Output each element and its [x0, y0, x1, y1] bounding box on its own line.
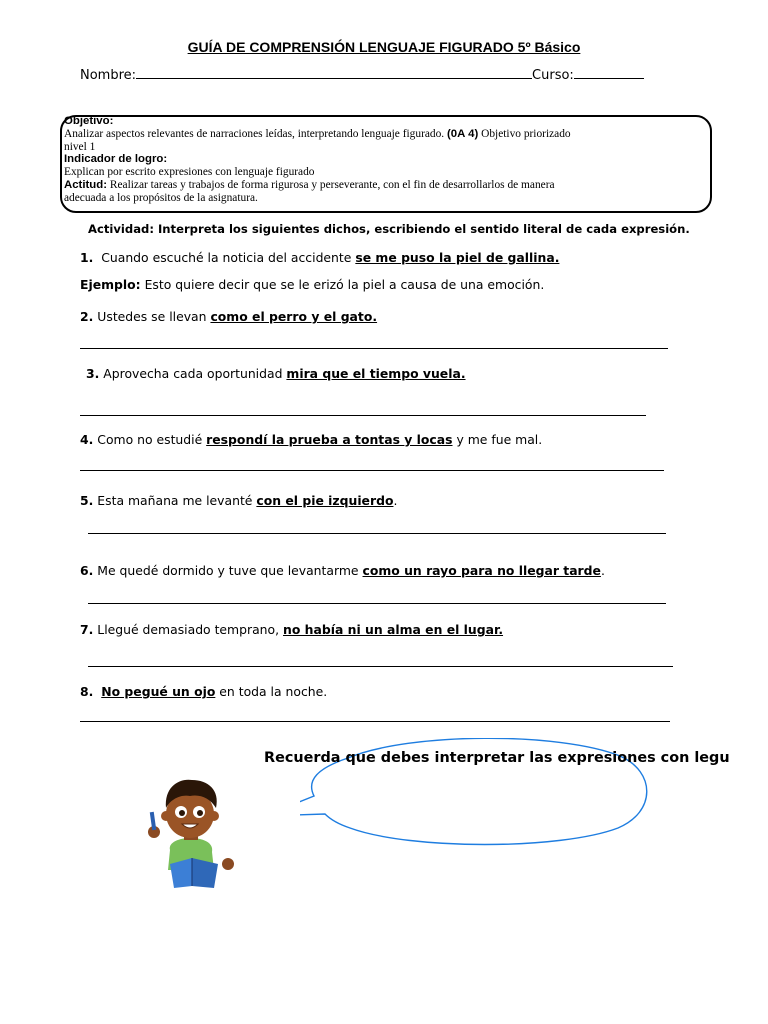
question-text-end: . — [600, 563, 605, 578]
objetivo-label: Objetivo: — [64, 115, 114, 127]
question-text-end: y me fue mal. — [456, 432, 543, 447]
curso-label: Curso: — [532, 68, 574, 83]
question-number: 1. — [80, 250, 94, 265]
question-number: 7. — [80, 622, 94, 637]
question-text: Me quedé dormido y tuve que levantarme — [97, 563, 359, 578]
activity-instruction: Actividad: Interpreta los siguientes dichos, escribiendo el sentido literal de cada expresión. — [88, 222, 690, 236]
objetivo-text: Analizar aspectos relevantes de narraciones leídas, interpretando lenguaje figurado. — [64, 127, 445, 140]
objetivo-code: (0A 4) — [447, 127, 479, 140]
example-row — [80, 277, 544, 292]
question-4 — [80, 432, 542, 447]
question-number: 5. — [80, 493, 94, 508]
question-number: 3. — [86, 366, 100, 381]
nombre-field[interactable] — [136, 66, 532, 79]
question-5 — [80, 493, 397, 508]
question-text: Aprovecha cada oportunidad — [103, 366, 283, 381]
answer-line-4[interactable] — [80, 470, 664, 471]
objetivo-suffix: Objetivo priorizado — [481, 127, 571, 140]
question-1 — [80, 250, 559, 265]
student-illustration — [140, 778, 240, 888]
figurative-expression: con el pie izquierdo — [256, 493, 394, 508]
question-text-end: . — [393, 493, 398, 508]
answer-line-8[interactable] — [80, 721, 670, 722]
question-number: 2. — [80, 309, 94, 324]
figurative-expression: mira que el tiempo vuela. — [286, 366, 466, 381]
example-label: Ejemplo: — [80, 277, 141, 292]
question-text: Como no estudié — [97, 432, 203, 447]
reminder-text: Recuerda que debes interpretar las expresiones con legu — [264, 750, 730, 766]
question-8 — [80, 684, 327, 699]
objectives-text — [64, 115, 704, 205]
nombre-label: Nombre: — [80, 68, 137, 83]
indicador-text: Explican por escrito expresiones con lenguaje figurado — [64, 166, 315, 179]
answer-line-5[interactable] — [88, 533, 666, 534]
objetivo-level: nivel 1 — [64, 140, 96, 153]
name-course-row — [80, 66, 644, 83]
figurative-expression: como el perro y el gato. — [210, 309, 378, 324]
figurative-expression: no había ni un alma en el lugar. — [283, 622, 504, 637]
answer-line-7[interactable] — [88, 666, 673, 667]
example-text: Esto quiere decir que se le erizó la piel a causa de una emoción. — [144, 277, 545, 292]
figurative-expression: respondí la prueba a tontas y locas — [206, 432, 453, 447]
question-3 — [86, 366, 466, 381]
question-text: Esta mañana me levanté — [97, 493, 253, 508]
question-6 — [80, 563, 605, 578]
figurative-expression: como un rayo para no llegar tarde — [362, 563, 601, 578]
answer-line-3[interactable] — [80, 415, 646, 416]
question-text: Ustedes se llevan — [97, 309, 207, 324]
question-number: 8. — [80, 684, 94, 699]
indicador-label: Indicador de logro: — [64, 153, 168, 166]
question-text: Cuando escuché la noticia del accidente — [101, 250, 352, 265]
actitud-text-cont: adecuada a los propósitos de la asignatura. — [64, 191, 258, 204]
actitud-text: Realizar tareas y trabajos de forma rigurosa y perseverante, con el fin de desarrollarlos de manera — [109, 178, 555, 191]
question-number: 6. — [80, 563, 94, 578]
figurative-expression: se me puso la piel de gallina. — [355, 250, 560, 265]
question-number: 4. — [80, 432, 94, 447]
curso-field[interactable] — [574, 66, 644, 79]
figurative-expression: No pegué un ojo — [101, 684, 216, 699]
question-2 — [80, 309, 377, 324]
page-title: GUÍA DE COMPRENSIÓN LENGUAJE FIGURADO 5º Básico — [187, 39, 581, 55]
question-7 — [80, 622, 503, 637]
actitud-label: Actitud: — [64, 178, 108, 191]
answer-line-6[interactable] — [88, 603, 666, 604]
question-text-end: en toda la noche. — [219, 684, 328, 699]
answer-line-2[interactable] — [80, 348, 668, 349]
question-text: Llegué demasiado temprano, — [97, 622, 280, 637]
